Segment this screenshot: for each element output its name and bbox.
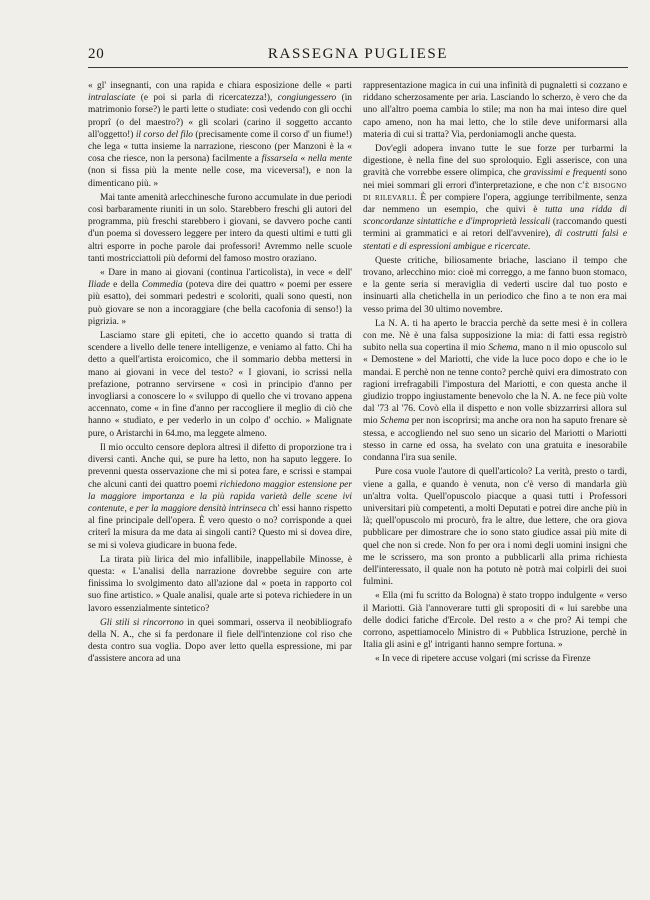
paragraph: Lasciamo stare gli epiteti, che io accetto quando si tratta di scendere a livello delle tenere intelligenze, e veniamo al fatto. Chi ha detto a quell'artista eroicomico, che il sommario debba mettersi in mano ai giovani in vece del testo? « I giovani, io scrissi nella prefazione, potranno servirsene « così in principio d'anno per invogliarsi a conoscere lo « sviluppo di quello che vi trovano appena accennato, come « in fine d'anno per raccogliere il meglio di ciò che hanno « studiato, e per vederlo in un colpo d' occhio. » Malignate pure, o Aristarchi in 64.mo, ma leggete almeno.: [88, 331, 352, 439]
paragraph: Mai tante amenità arlecchinesche furono accumulate in due periodi così barbaramente riuniti in un solo. Starebbero freschi gli autori del programma, più freschi starebbero i giovani, se davvero poche canti d'un poema si dovessero leggere per intero da questi ultimi e tutti gli altri esporre in poche parole dai professori! Avremmo nelle scuole tanti mostricciattoli più deformi del famoso mostro oraziano.: [88, 192, 352, 264]
paragraph: rappresentazione magica in cui una infinità di pugnaletti si cozzano e riddano scherzosamente per aria. Lasciando lo scherzo, è vero che da uno all'altro poema cambia lo stile; ma non ha mai inteso dire quel capo ameno, non ha mai letto, che lo stile deve uniformarsi alla materia di cui si tratta? Via, perdoniamogli anche questa.: [363, 81, 627, 140]
paragraph: « Dare in mano ai giovani (continua l'articolista), in vece « dell' Iliade e della Commedia (poteva dire dei quattro « poemi per essere più esatto), dei sommari pedestri e scoloriti, quali sono questi, non può giovare se non a incoraggiare (che bella cacofonia di senso!) la pigrizia. »: [88, 268, 352, 327]
left-column: [88, 80, 352, 666]
right-column: [363, 80, 627, 666]
paragraph: « gl' insegnanti, con una rapida e chiara esposizione delle « parti intralasciate (e poi si parla di ricercatezza!), congiungessero (in matrimonio forse?) le parti lette o studiate: così vedendo con gli occhi proprî (o del maestro?) « gli scolari (carino il soggetto accanto all'oggetto!) il corso del filo (precisamente come il corso d' un fiume!) che lega « tutta insieme la narrazione, riescono (per Manzoni è la « cosa che riesce, non la persona) facilmente a fissarsela « nella mente (non si fissa più la mente nelle cose, ma viceversa!), e non la dimenticano più. »: [88, 81, 352, 189]
paragraph: « In vece di ripetere accuse volgari (mi scrisse da Firenze: [375, 654, 591, 665]
header-rule: [88, 67, 628, 68]
page-number: 20: [88, 46, 105, 62]
journal-title: RASSEGNA PUGLIESE: [267, 46, 449, 62]
paragraph: Gli stili si rincorrono in quei sommari, osserva il neobibliografo della N. A., che si fa perdonare il fiele dell'intenzione col riso che desta contro sua voglia. Dopo aver letto quella espressione, mi par d'assistere ancora ad una: [88, 617, 352, 665]
paragraph: « Ella (mi fu scritto da Bologna) è stato troppo indulgente « verso il Mariotti. Già l'annoverare tutti gli spropositi di « lui sarebbe una delle dodici fatiche d'Ercole. Del resto a « che pro? Ai tempi che corrono, aspettiamocelo Ministro di « Pubblica Istruzione, perchè in Italia gli asini e gl' intriganti hanno sempre fortuna. »: [363, 591, 627, 651]
paragraph: La N. A. ti ha aperto le braccia perchè da sette mesi è in collera con me. Nè è una falsa supposizione la mia: di fatti essa registrò subito nella sua copertina il mio Schema, mano n il mio opuscolo sul « Demostene » del Mariotti, che vide la luce poco dopo e che io le mandai. E perchè non ne tenne conto? perchè quivi era dimostrato con ragioni irrefragabili l'impostura del Mariotti, e con questa anche il giudizio troppo ingiustamente benevolo che la N. A. ne fece più volte dal '73 al '76. Covò ella il dispetto e non volle sbizzarrirsi allora sul mio Schema per non iscoprirsi; ma anche ora non ha saputo frenare sè stessa, e accogliendo nel suo seno un sicario del Mariotti o Mariotti stesso in carne ed ossa, ha svelato con una gratuita e inesorabile condanna l'ira sua senile.: [363, 318, 628, 464]
paragraph: Dov'egli adopera invano tutte le sue forze per turbarmi la digestione, è nella fine del suo sproloquio. Egli asserisce, con una gravità che vorrebbe essere olimpica, che gravissimi e frequenti sono nei miei sommari gli errori d'interpretazione, e che non c'è bisogno di rilevarli. È per compiere l'opera, aggiunge terribilmente, senza dar nemmeno un esempio, che quivi è tutta una ridda di sconcordanze sintattiche e d'improprietà lessicali (raccomando questi termini ai grammatici e ai retori dell'avvenire), di costrutti falsi e stentati e di espressioni ambigue e ricercate.: [363, 144, 628, 252]
paragraph: Queste critiche, biliosamente briache, lasciano il tempo che trovano, arlecchino mio: cioè mi correggo, a me fanno buon stomaco, e la gente seria si meraviglia di vederti uscire dal tuo posto e insinuarti alla chetichella in un periodico che fino a te non era mai vesso prima del 30 ultimo novembre.: [363, 255, 627, 315]
paragraph: Il mio occulto censore deplora altresì il difetto di proporzione tra i diversi canti. Anche qui, se pure ha letto, non ha saputo leggere. Io prevenni questa osservazione che mi si potea fare, e scrissi e stampai che alcuni canti dei quattro poemi richiedono maggior estensione per la maggiore importanza e la più rapida varietà delle scene ivi contenute, e per la maggiore densità intrinseca ch' essi hanno rispetto al fine principale dell'opera. È vero questo o no? corrisponde a quei criterî la misura da me data ai singoli canti? Questo mi si dovea dire, se mi si voleva giudicare in buona fede.: [88, 442, 352, 551]
paragraph: Pure cosa vuole l'autore di quell'articolo? La verità, presto o tardi, viene a galla, e quando è venuta, non c'è verso di mandarla giù un'altra volta. Quell'opuscolo piacque a quasi tutti i Professori universitari più competenti, a molti Deputati e potrei dire anche più in là; quell'opuscolo mi procurò, fra le altre, due lettere, che ora giova pubblicare per dimostrare che io sono stato giudice assai più mite di quel che non si crede. Non fo per ora i nomi degli uomini insigni che me le scrissero, ma son pronto a pubblicarli alla prima richiesta dell'interessato, il quale non ha potuto nè potrà mai colpirli dei suoi fulmini.: [363, 467, 627, 588]
running-header: [88, 46, 628, 68]
paragraph: La tirata più lirica del mio infallibile, inappellabile Minosse, è questa: « L'analisi della narrazione dovrebbe seguire con arte finissima lo svolgimento dato all'azione dal « poeta in rapporto col suo fine artistico. » Quale analisi, quale arte si poteva richiedere in un lavoro essenzialmente sintetico?: [88, 554, 352, 614]
